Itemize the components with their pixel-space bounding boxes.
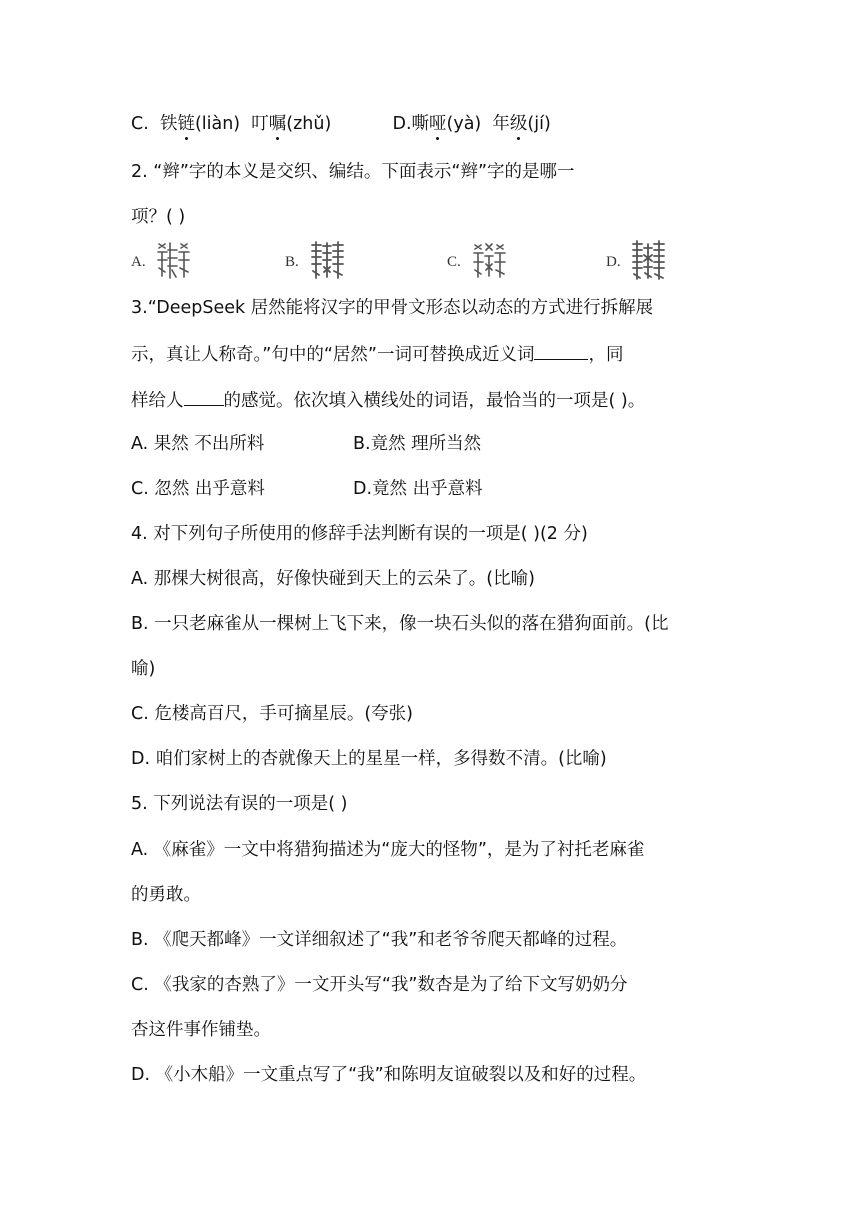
q1-option-row (131, 112, 551, 136)
seal-script-glyph-b-icon (309, 240, 345, 280)
q5-option-c-line1: C. 《我家的杏熟了》一文开头写“我”数杏是为了给下文写奶奶分 (131, 975, 628, 995)
q1d-word1-dotted: 哑 (429, 114, 447, 134)
q4-option-b-line2: 喻) (131, 659, 156, 679)
q5-stem: 5. 下列说法有误的一项是( ) (131, 794, 348, 814)
seal-script-glyph-c-icon (471, 240, 507, 280)
q1c-word1-pinyin: (liàn) (194, 114, 241, 134)
q1c-word1-dotted: 链 (177, 114, 195, 134)
q1d-word2-dotted: 级 (509, 114, 528, 134)
q3-stem-line1: 3.“DeepSeek 居然能将汉字的甲骨文形态以动态的方式进行拆解展 (131, 298, 654, 318)
q3-options-row2 (131, 477, 483, 501)
q4-option-a: A. 那棵大树很高，好像快碰到天上的云朵了。(比喻) (131, 569, 535, 589)
q3-line3-text: 样给人 (131, 391, 184, 411)
q5-option-a-line2: 的勇敢。 (131, 885, 201, 905)
q4-option-c: C. 危楼高百尺，手可摘星辰。(夸张) (131, 704, 413, 724)
q1d-word2-pinyin: (jí) (527, 114, 551, 134)
q2-option-d-letter: D. (606, 254, 621, 270)
q4-option-b-line1: B. 一只老麻雀从一棵树上飞下来，像一块石头似的落在猎狗面前。(比 (131, 614, 669, 634)
q3-blank-2[interactable] (184, 387, 224, 406)
q5-option-d: D. 《小木船》一文重点写了“我”和陈明友谊破裂以及和好的过程。 (131, 1065, 647, 1085)
q2-option-c-letter: C. (447, 254, 461, 270)
q1-option-d-letter: D. (392, 114, 412, 134)
q4-option-d: D. 咱们家树上的杏就像天上的星星一样，多得数不清。(比喻) (131, 749, 607, 769)
q3-stem-line3 (131, 387, 645, 413)
q1c-word2-dotted: 嘱 (268, 114, 287, 134)
q3-line2-text: 示，真让人称奇。”句中的“居然”一词可替换成近义词 (131, 345, 535, 365)
q3-option-a: A. 果然 不出所料 (131, 434, 265, 454)
q1d-word2-prefix: 年 (492, 114, 510, 134)
q1c-word2-pinyin: (zhǔ) (286, 114, 332, 134)
seal-script-glyph-d-icon (630, 240, 666, 280)
q2-option-b-letter: B. (285, 254, 299, 270)
q3-line3-tail: 的感觉。依次填入横线处的词语，最恰当的一项是( )。 (223, 391, 646, 411)
q3-line2-tail: ，同 (588, 345, 624, 365)
q3-blank-1[interactable] (534, 341, 588, 360)
q2-stem-line1: 2. “辫”字的本义是交织、编结。下面表示“辫”字的是哪一 (131, 162, 575, 182)
q3-option-b: B.竟然 理所当然 (353, 434, 482, 454)
q2-stem-line2: 项？( ) (131, 207, 186, 227)
q5-option-b: B. 《爬天都峰》一文详细叙述了“我”和老爷爷爬天都峰的过程。 (131, 930, 628, 950)
q3-option-c: C. 忽然 出乎意料 (131, 479, 265, 499)
q3-option-d: D.竟然 出乎意料 (353, 479, 483, 499)
q3-options-row1 (131, 432, 481, 456)
q1d-word1-prefix: 嘶 (411, 114, 430, 134)
q4-stem: 4. 对下列句子所使用的修辞手法判断有误的一项是( )(2 分) (131, 524, 588, 544)
q5-option-a-line1: A. 《麻雀》一文中将猎狗描述为“庞大的怪物”，是为了衬托老麻雀 (131, 840, 645, 860)
q1d-word1-pinyin: (yà) (446, 114, 482, 134)
seal-script-glyph-a-icon (155, 240, 191, 280)
q1c-word2-prefix: 叮 (251, 114, 269, 134)
q2-option-a-letter: A. (131, 254, 146, 270)
q5-option-c-line2: 杏这件事作铺垫。 (131, 1020, 271, 1040)
q1c-word1-prefix: 铁 (159, 114, 178, 134)
q1-option-c-letter: C. (131, 114, 149, 134)
q3-stem-line2 (131, 341, 623, 367)
